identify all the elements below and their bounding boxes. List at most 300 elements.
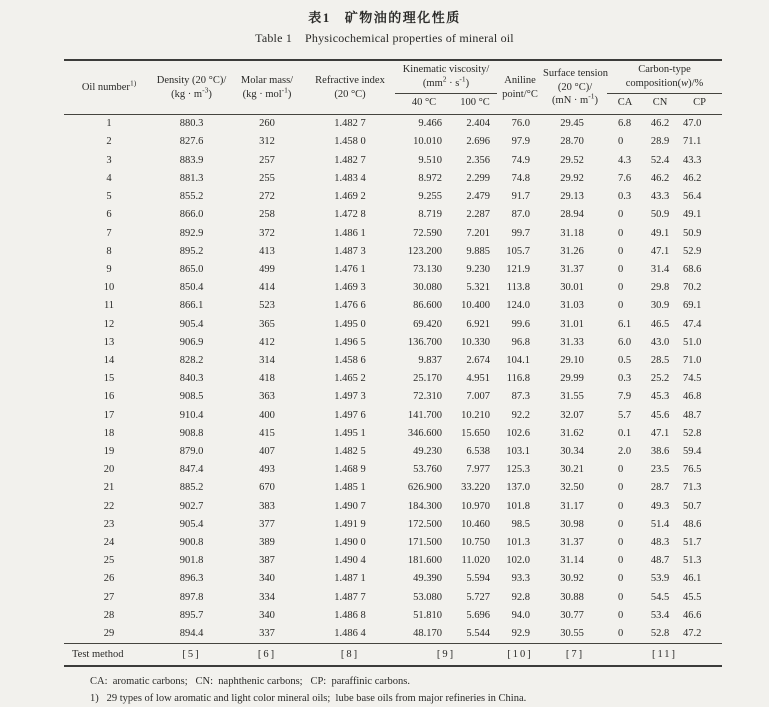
cell-molar-mass: 258 [259, 209, 275, 221]
cell-cn: 54.5 [650, 591, 670, 603]
cell-density: 905.4 [179, 518, 204, 530]
oil-row [64, 570, 722, 588]
cell-cn: 48.7 [650, 555, 670, 567]
cell-ca: 6.1 [618, 318, 632, 330]
cell-molar-mass: 400 [259, 409, 275, 421]
cell-molar-mass: 418 [259, 373, 275, 385]
oil-row [64, 316, 722, 334]
cell-surface-tension: 30.92 [560, 573, 584, 585]
oil-row [64, 225, 722, 243]
cell-viscosity-40: 171.500 [407, 536, 442, 548]
cell-density: 900.8 [179, 536, 204, 548]
cell-oil-number: 29 [103, 627, 115, 639]
cell-molar-mass: 389 [259, 536, 275, 548]
cell-oil-number: 7 [106, 227, 112, 239]
cell-surface-tension: 31.55 [560, 391, 584, 403]
cell-refractive-index: 1.487 3 [334, 245, 366, 257]
cell-molar-mass: 337 [259, 627, 275, 639]
cell-cp: 46.1 [683, 573, 702, 585]
test-method-molar-mass: [6] [229, 644, 305, 667]
col-header-cp: CP [677, 94, 722, 115]
cell-viscosity-100: 2.299 [466, 172, 490, 184]
oil-row [64, 516, 722, 534]
cell-oil-number: 1 [106, 118, 112, 130]
cell-density: 847.4 [179, 464, 204, 476]
oil-row [64, 297, 722, 315]
cell-ca: 0 [618, 300, 624, 312]
cell-viscosity-40: 73.130 [413, 263, 442, 275]
cell-cn: 45.3 [650, 391, 670, 403]
cell-refractive-index: 1.486 8 [334, 609, 366, 621]
cell-ca: 0.3 [618, 191, 632, 203]
cell-ca: 2.0 [618, 445, 632, 457]
cell-viscosity-40: 9.466 [418, 118, 442, 130]
cell-surface-tension: 29.13 [560, 191, 584, 203]
cell-molar-mass: 257 [259, 154, 275, 166]
cell-surface-tension: 30.55 [560, 627, 584, 639]
cell-surface-tension: 30.01 [560, 282, 584, 294]
cell-oil-number: 8 [106, 245, 112, 257]
cell-oil-number: 5 [106, 191, 112, 203]
cell-cn: 23.5 [650, 464, 670, 476]
cell-refractive-index: 1.487 1 [334, 573, 366, 585]
properties-table [64, 59, 722, 667]
cell-molar-mass: 493 [259, 464, 275, 476]
cell-cn: 25.2 [650, 373, 670, 385]
cell-surface-tension: 31.18 [560, 227, 584, 239]
cell-cn: 52.8 [650, 627, 670, 639]
cell-cp: 46.8 [683, 391, 702, 403]
oil-row [64, 625, 722, 644]
cell-aniline-point: 113.8 [506, 282, 530, 294]
oil-row [64, 370, 722, 388]
cell-cn: 45.6 [650, 409, 670, 421]
cell-viscosity-100: 2.404 [466, 118, 490, 130]
cell-refractive-index: 1.491 9 [334, 518, 366, 530]
cell-density: 910.4 [179, 409, 204, 421]
cell-cn: 43.0 [650, 336, 670, 348]
cell-viscosity-40: 136.700 [407, 336, 442, 348]
cell-refractive-index: 1.482 7 [334, 154, 366, 166]
cell-cn: 52.4 [650, 154, 670, 166]
oil-row [64, 279, 722, 297]
cell-density: 879.0 [179, 445, 204, 457]
cell-density: 866.1 [179, 300, 204, 312]
cell-cp: 45.5 [683, 591, 702, 603]
cell-viscosity-40: 51.810 [413, 609, 442, 621]
cell-oil-number: 16 [103, 391, 115, 403]
cell-viscosity-100: 6.538 [466, 445, 490, 457]
cell-refractive-index: 1.476 6 [334, 300, 366, 312]
cell-cn: 46.5 [650, 318, 670, 330]
col-header-aniline-point: Aniline point/°C [497, 60, 543, 115]
col-header-cn: CN [643, 94, 677, 115]
cell-viscosity-40: 9.255 [418, 191, 442, 203]
oil-row [64, 261, 722, 279]
cell-aniline-point: 116.8 [506, 373, 530, 385]
cell-ca: 7.9 [618, 391, 632, 403]
cell-density: 905.4 [179, 318, 204, 330]
cell-cn: 51.4 [650, 518, 670, 530]
cell-refractive-index: 1.486 4 [334, 627, 366, 639]
cell-viscosity-40: 8.719 [418, 209, 442, 221]
cell-density: 908.8 [179, 427, 204, 439]
cell-molar-mass: 372 [259, 227, 275, 239]
cell-cp: 50.9 [683, 227, 702, 239]
cell-aniline-point: 101.3 [506, 536, 530, 548]
cell-aniline-point: 87.3 [511, 391, 530, 403]
cell-density: 866.0 [179, 209, 204, 221]
cell-surface-tension: 31.33 [560, 336, 584, 348]
cell-oil-number: 9 [106, 263, 112, 275]
cell-molar-mass: 670 [259, 482, 275, 494]
cell-cp: 71.3 [683, 482, 702, 494]
cell-viscosity-100: 5.544 [466, 627, 490, 639]
oil-row [64, 407, 722, 425]
cell-cp: 51.0 [683, 336, 702, 348]
cell-oil-number: 23 [103, 518, 115, 530]
table-caption-chinese: 矿物油的理化性质 [344, 10, 461, 25]
cell-ca: 0 [618, 482, 624, 494]
cell-ca: 0 [618, 209, 624, 221]
cell-molar-mass: 272 [259, 191, 275, 203]
cell-molar-mass: 387 [259, 555, 275, 567]
cell-surface-tension: 30.21 [560, 464, 584, 476]
cell-viscosity-40: 181.600 [407, 555, 442, 567]
cell-molar-mass: 314 [259, 354, 275, 366]
col-header-density: Density (20 °C)/ $(kg \cdot m^{-3})$ [154, 60, 229, 115]
cell-aniline-point: 93.3 [511, 573, 530, 585]
cell-oil-number: 3 [106, 154, 112, 166]
cell-cp: 47.2 [683, 627, 702, 639]
cell-oil-number: 13 [103, 336, 115, 348]
footnote-marker: 1) [129, 78, 137, 88]
cell-density: 880.3 [179, 118, 204, 130]
cell-surface-tension: 31.62 [560, 427, 584, 439]
cell-cp: 46.6 [683, 609, 702, 621]
cell-refractive-index: 1.458 0 [334, 136, 366, 148]
cell-aniline-point: 99.7 [511, 227, 530, 239]
cell-density: 881.3 [179, 172, 204, 184]
cell-ca: 7.6 [618, 172, 632, 184]
cell-viscosity-40: 86.600 [413, 300, 442, 312]
table-number-english: Table 1 [255, 31, 293, 45]
oil-row [64, 152, 722, 170]
cell-refractive-index: 1.482 7 [334, 118, 366, 130]
cell-viscosity-100: 9.230 [466, 263, 490, 275]
cell-ca: 5.7 [618, 409, 632, 421]
oil-row [64, 170, 722, 188]
cell-aniline-point: 91.7 [511, 191, 530, 203]
cell-surface-tension: 31.14 [560, 555, 584, 567]
cell-cp: 52.9 [683, 245, 702, 257]
cell-oil-number: 22 [103, 500, 115, 512]
oil-row [64, 498, 722, 516]
cell-cp: 48.7 [683, 409, 702, 421]
oil-row [64, 461, 722, 479]
table-caption-english: Physicochemical properties of mineral oil [305, 31, 514, 45]
cell-cn: 28.7 [650, 482, 670, 494]
cell-refractive-index: 1.458 6 [334, 354, 366, 366]
cell-molar-mass: 413 [259, 245, 275, 257]
cell-aniline-point: 101.8 [506, 500, 530, 512]
cell-cp: 68.6 [683, 263, 702, 275]
cell-viscosity-100: 2.356 [466, 154, 490, 166]
oil-row [64, 552, 722, 570]
cell-refractive-index: 1.490 0 [334, 536, 366, 548]
cell-viscosity-100: 33.220 [461, 482, 490, 494]
cell-cp: 46.2 [683, 172, 702, 184]
col-header-refractive-index: Refractive index (20 °C) [305, 60, 395, 115]
oil-row [64, 534, 722, 552]
cell-density: 827.6 [179, 136, 204, 148]
cell-oil-number: 24 [103, 536, 115, 548]
cell-surface-tension: 31.26 [560, 245, 584, 257]
cell-ca: 0 [618, 263, 624, 275]
cell-viscosity-100: 7.201 [466, 227, 490, 239]
cell-viscosity-40: 49.230 [413, 445, 442, 457]
cell-aniline-point: 121.9 [506, 263, 530, 275]
cell-ca: 0 [618, 555, 624, 567]
cell-viscosity-100: 10.970 [461, 500, 490, 512]
cell-refractive-index: 1.497 6 [334, 409, 366, 421]
cell-aniline-point: 103.1 [506, 445, 530, 457]
table-footnotes [90, 674, 769, 707]
cell-molar-mass: 340 [259, 573, 275, 585]
cell-molar-mass: 340 [259, 609, 275, 621]
cell-ca: 0.3 [618, 373, 632, 385]
cell-aniline-point: 87.0 [511, 209, 530, 221]
cell-cp: 76.5 [683, 464, 702, 476]
cell-cp: 50.7 [683, 500, 702, 512]
cell-viscosity-40: 141.700 [407, 409, 442, 421]
cell-aniline-point: 97.9 [511, 136, 530, 148]
cell-oil-number: 11 [103, 300, 115, 312]
cell-cp: 48.6 [683, 518, 702, 530]
cell-molar-mass: 255 [259, 172, 275, 184]
cell-viscosity-100: 10.330 [461, 336, 490, 348]
cell-cp: 70.2 [683, 282, 702, 294]
cell-surface-tension: 29.99 [560, 373, 584, 385]
cell-cp: 49.1 [683, 209, 702, 221]
cell-ca: 0 [618, 609, 624, 621]
cell-viscosity-100: 2.696 [466, 136, 490, 148]
cell-density: 850.4 [179, 282, 204, 294]
test-method-carbon-composition: [11] [607, 644, 722, 667]
test-method-refractive-index: [8] [305, 644, 395, 667]
cell-cn: 49.3 [650, 500, 670, 512]
footnote-oil-description: 1) 29 types of low aromatic and light color mineral oils; lube base oils from major refineries in China. [90, 692, 527, 704]
cell-viscosity-100: 5.594 [466, 573, 490, 585]
oil-row [64, 589, 722, 607]
cell-surface-tension: 29.92 [560, 172, 584, 184]
cell-ca: 0 [618, 536, 624, 548]
cell-cn: 53.4 [650, 609, 670, 621]
cell-surface-tension: 31.37 [560, 536, 584, 548]
cell-density: 885.2 [179, 482, 204, 494]
cell-viscosity-100: 10.210 [461, 409, 490, 421]
cell-cn: 28.9 [650, 136, 670, 148]
cell-molar-mass: 412 [259, 336, 275, 348]
cell-cp: 51.7 [683, 536, 702, 548]
cell-oil-number: 12 [103, 318, 115, 330]
cell-refractive-index: 1.490 7 [334, 500, 366, 512]
cell-viscosity-100: 4.951 [466, 373, 490, 385]
cell-refractive-index: 1.485 1 [334, 482, 366, 494]
cell-refractive-index: 1.497 3 [334, 391, 366, 403]
cell-surface-tension: 31.01 [560, 318, 584, 330]
cell-ca: 0 [618, 500, 624, 512]
cell-cp: 52.8 [683, 427, 702, 439]
cell-oil-number: 15 [103, 373, 115, 385]
cell-density: 906.9 [179, 336, 204, 348]
cell-aniline-point: 99.6 [511, 318, 530, 330]
cell-cn: 47.1 [650, 427, 670, 439]
cell-ca: 0 [618, 136, 624, 148]
cell-viscosity-40: 172.500 [407, 518, 442, 530]
cell-viscosity-100: 2.479 [466, 191, 490, 203]
cell-surface-tension: 32.50 [560, 482, 584, 494]
cell-cn: 28.5 [650, 354, 670, 366]
cell-cp: 47.4 [683, 318, 702, 330]
cell-cn: 30.9 [650, 300, 670, 312]
col-header-viscosity-40: 40 °C [395, 94, 453, 115]
cell-cn: 53.9 [650, 573, 670, 585]
cell-viscosity-40: 72.310 [413, 391, 442, 403]
col-header-surface-tension: Surface tension (20 °C)/ $(mN \cdot m^{-1})$ [543, 60, 607, 115]
cell-viscosity-100: 10.460 [461, 518, 490, 530]
cell-molar-mass: 334 [259, 591, 275, 603]
cell-viscosity-100: 10.400 [461, 300, 490, 312]
cell-cn: 48.3 [650, 536, 670, 548]
cell-molar-mass: 414 [259, 282, 275, 294]
cell-surface-tension: 29.52 [560, 154, 584, 166]
cell-ca: 0 [618, 282, 624, 294]
oil-row [64, 334, 722, 352]
cell-aniline-point: 94.0 [511, 609, 530, 621]
cell-viscosity-100: 15.650 [461, 427, 490, 439]
cell-viscosity-40: 10.010 [413, 136, 442, 148]
oil-row [64, 133, 722, 151]
test-method-surface-tension: [7] [543, 644, 607, 667]
cell-oil-number: 10 [103, 282, 115, 294]
cell-cn: 43.3 [650, 191, 670, 203]
cell-viscosity-100: 5.696 [466, 609, 490, 621]
cell-aniline-point: 125.3 [506, 464, 530, 476]
test-method-density: [5] [154, 644, 229, 667]
cell-density: 902.7 [179, 500, 204, 512]
cell-viscosity-40: 9.837 [418, 354, 442, 366]
cell-oil-number: 19 [103, 445, 115, 457]
cell-cp: 71.0 [683, 354, 702, 366]
cell-viscosity-40: 53.760 [413, 464, 442, 476]
cell-surface-tension: 29.45 [560, 118, 584, 130]
col-header-molar-mass: Molar mass/ (kg · mol$^{-1}$) [229, 60, 305, 115]
cell-surface-tension: 32.07 [560, 409, 584, 421]
oil-row [64, 607, 722, 625]
cell-cp: 51.3 [683, 555, 702, 567]
cell-ca: 6.8 [618, 118, 632, 130]
cell-refractive-index: 1.490 4 [334, 555, 366, 567]
cell-surface-tension: 29.10 [560, 354, 584, 366]
cell-viscosity-40: 48.170 [413, 627, 442, 639]
cell-density: 865.0 [179, 263, 204, 275]
cell-refractive-index: 1.469 2 [334, 191, 366, 203]
cell-density: 894.4 [179, 627, 204, 639]
oil-row [64, 206, 722, 224]
oil-row [64, 243, 722, 261]
cell-oil-number: 28 [103, 609, 115, 621]
cell-ca: 0 [618, 591, 624, 603]
cell-viscosity-40: 123.200 [407, 245, 442, 257]
col-header-ca: CA [607, 94, 643, 115]
cell-cn: 49.1 [650, 227, 670, 239]
cell-ca: 6.0 [618, 336, 632, 348]
cell-refractive-index: 1.486 1 [334, 227, 366, 239]
cell-molar-mass: 523 [259, 300, 275, 312]
cell-oil-number: 21 [103, 482, 115, 494]
cell-density: 883.9 [179, 154, 204, 166]
cell-molar-mass: 383 [259, 500, 275, 512]
cell-molar-mass: 260 [259, 118, 275, 130]
cell-aniline-point: 102.6 [506, 427, 530, 439]
cell-molar-mass: 499 [259, 263, 275, 275]
cell-viscosity-100: 11.020 [461, 555, 490, 567]
cell-density: 896.3 [179, 573, 204, 585]
cell-molar-mass: 377 [259, 518, 275, 530]
table-title-chinese [0, 0, 769, 26]
cell-surface-tension: 30.98 [560, 518, 584, 530]
cell-aniline-point: 92.8 [511, 591, 530, 603]
cell-density: 892.9 [179, 227, 204, 239]
cell-viscosity-40: 8.972 [418, 172, 442, 184]
cell-viscosity-40: 72.590 [413, 227, 442, 239]
cell-molar-mass: 363 [259, 391, 275, 403]
oil-row [64, 425, 722, 443]
cell-molar-mass: 415 [259, 427, 275, 439]
cell-refractive-index: 1.469 3 [334, 282, 366, 294]
cell-cp: 43.3 [683, 154, 702, 166]
cell-viscosity-40: 49.390 [413, 573, 442, 585]
cell-viscosity-100: 9.885 [466, 245, 490, 257]
test-method-label: Test method [64, 644, 154, 667]
cell-viscosity-40: 346.600 [407, 427, 442, 439]
cell-density: 840.3 [179, 373, 204, 385]
cell-viscosity-40: 25.170 [413, 373, 442, 385]
cell-viscosity-40: 53.080 [413, 591, 442, 603]
cell-density: 895.7 [179, 609, 204, 621]
cell-aniline-point: 92.9 [511, 627, 530, 639]
cell-cn: 46.2 [650, 118, 670, 130]
cell-aniline-point: 102.0 [506, 555, 530, 567]
cell-viscosity-40: 626.900 [407, 482, 442, 494]
cell-refractive-index: 1.482 5 [334, 445, 366, 457]
cell-viscosity-100: 10.750 [461, 536, 490, 548]
cell-ca: 0 [618, 245, 624, 257]
cell-refractive-index: 1.496 5 [334, 336, 366, 348]
oil-row [64, 443, 722, 461]
cell-ca: 0.5 [618, 354, 632, 366]
cell-aniline-point: 124.0 [506, 300, 530, 312]
cell-oil-number: 4 [106, 172, 112, 184]
cell-viscosity-100: 2.674 [466, 354, 490, 366]
cell-refractive-index: 1.495 1 [334, 427, 366, 439]
oil-row [64, 188, 722, 206]
test-method-viscosity: [9] [395, 644, 497, 667]
cell-ca: 0 [618, 627, 624, 639]
cell-viscosity-100: 6.921 [466, 318, 490, 330]
cell-cn: 50.9 [650, 209, 670, 221]
